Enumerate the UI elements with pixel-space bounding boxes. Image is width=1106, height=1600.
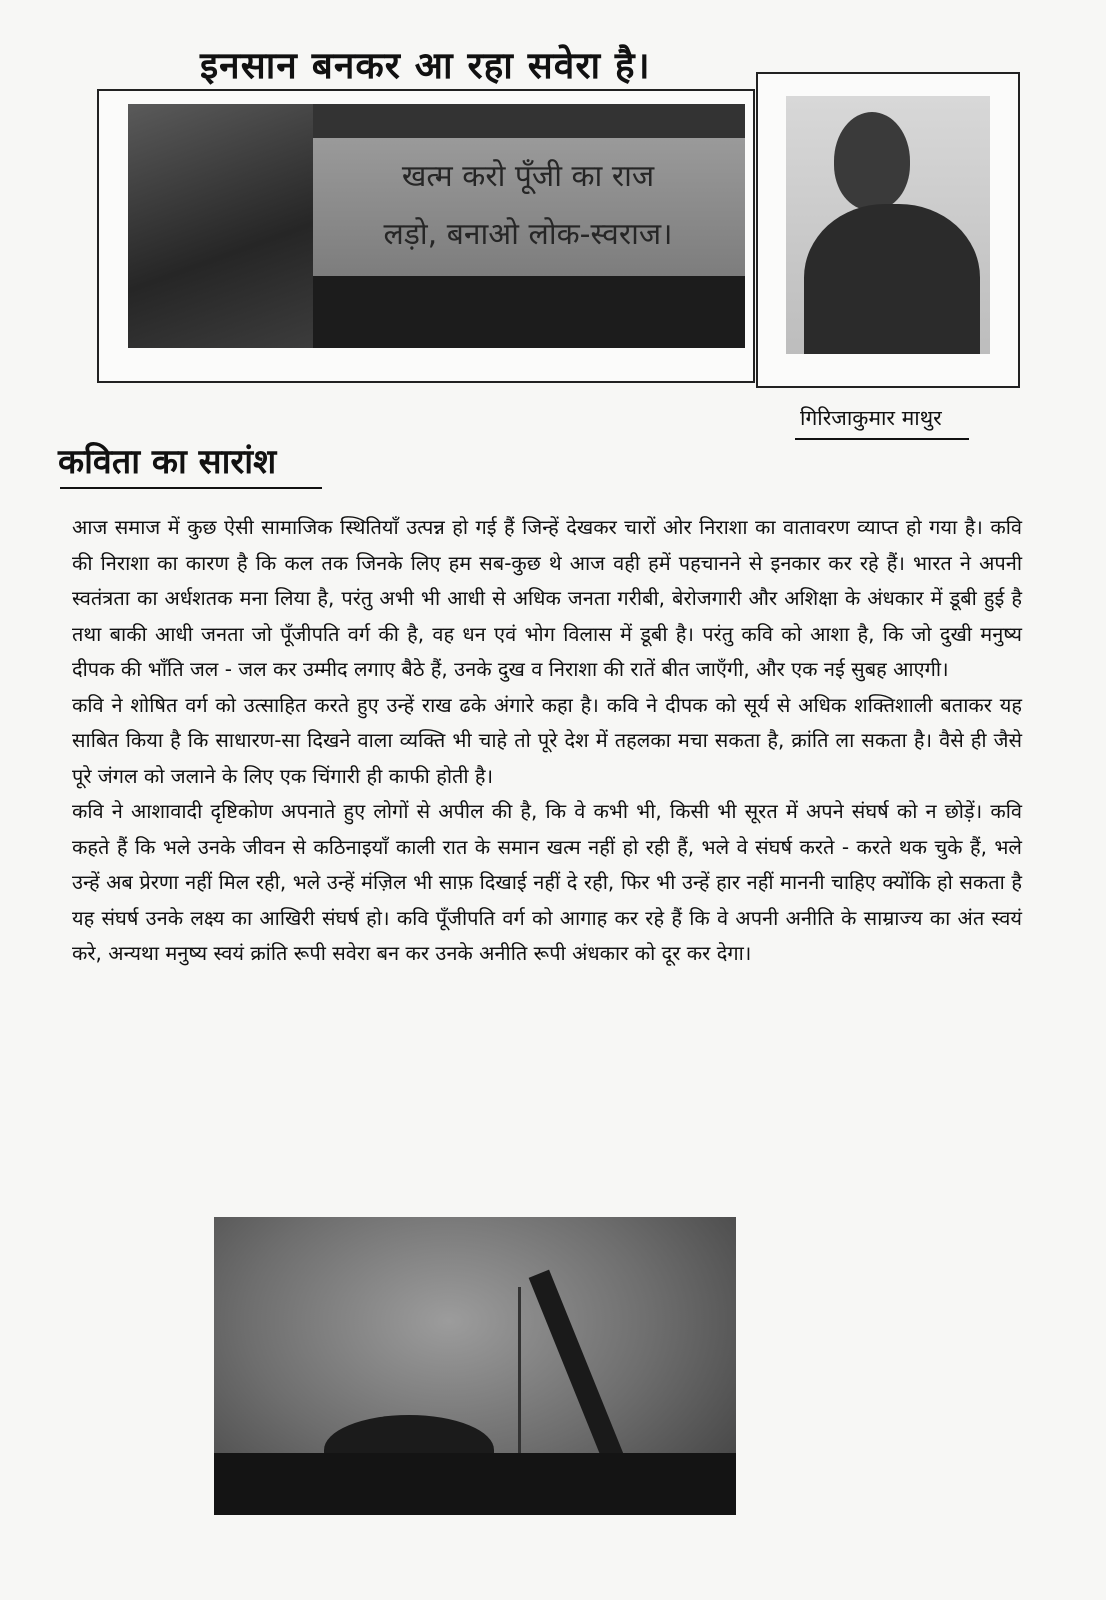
portrait-head	[834, 112, 910, 210]
photo-pole	[518, 1287, 521, 1467]
protest-banner-photo	[128, 104, 745, 348]
wall-slogan-line-2: लड़ो, बनाओ लोक-स्वराज।	[383, 217, 673, 252]
summary-paragraph-1: आज समाज में कुछ ऐसी सामाजिक स्थितियाँ उत्पन्न हो गई हैं जिन्हें देखकर चारों ओर निराशा का वातावरण व्याप्त हो गया है। कवि की निराशा का कारण है कि कल तक जिनके लिए हम सब-कुछ थे आज वही हमें पहचानने से इनकार कर रहे हैं। भारत ने अपनी स्वतंत्रता का अर्धशतक मना लिया है, परंतु अभी भी आधी से अधिक जनता गरीबी, बेरोजगारी और अशिक्षा के अंधकार में डूबी हुई है तथा बाकी आधी जनता जो पूँजीपति वर्ग की है, वह धन एवं भोग विलास में डूबी है। परंतु कवि को आशा है, कि जो दुखी मनुष्य दीपक की भाँति जल - जल कर उम्मीद लगाए बैठे हैं, उनके दुख व निराशा की रातें बीत जाएँगी, और एक नई सुबह आएगी।	[72, 515, 1022, 681]
author-portrait-photo	[786, 96, 990, 354]
section-heading: कविता का सारांश	[58, 442, 277, 482]
portrait-body	[804, 204, 980, 354]
caption-underline	[795, 438, 969, 440]
silhouette-photo	[214, 1217, 736, 1515]
page-title: इनसान बनकर आ रहा सवेरा है।	[200, 44, 651, 87]
summary-body	[72, 510, 1022, 972]
author-caption: गिरिजाकुमार माथुर	[800, 406, 942, 430]
photo-top-strip	[313, 104, 745, 142]
summary-paragraph-2: कवि ने शोषित वर्ग को उत्साहित करते हुए उन्हें राख ढके अंगारे कहा है। कवि ने दीपक को सूर्य से अधिक शक्तिशाली बताकर यह साबित किया है कि साधारण-सा दिखने वाला व्यक्ति भी चाहे तो पूरे देश में तहलका मचा सकता है, क्रांति ला सकता है। वैसे ही जैसे पूरे जंगल को जलाने के लिए एक चिंगारी ही काफी होती है।	[72, 692, 1022, 788]
photo-bottom-region	[313, 276, 745, 348]
photo-shadow-region	[128, 104, 313, 348]
wall-slogan	[323, 148, 733, 264]
photo-ground	[214, 1453, 736, 1515]
summary-paragraph-3: कवि ने आशावादी दृष्टिकोण अपनाते हुए लोगों से अपील की है, कि वे कभी भी, किसी भी सूरत में अपने संघर्ष को न छोड़ें। कवि कहते हैं कि भले उनके जीवन से कठिनाइयाँ काली रात के समान खत्म नहीं हो रही हैं, भले वे संघर्ष करते - करते थक चुके हैं, भले उन्हें अब प्रेरणा नहीं मिल रही, भले उन्हें मंज़िल भी साफ़ दिखाई नहीं दे रही, फिर भी उन्हें हार नहीं माननी चाहिए क्योंकि हो सकता है यह संघर्ष उनके लक्ष्य का आखिरी संघर्ष हो। कवि पूँजीपति वर्ग को आगाह कर रहे हैं कि वे अपनी अनीति के साम्राज्य का अंत स्वयं करे, अन्यथा मनुष्य स्वयं क्रांति रूपी सवेरा बन कर उनके अनीति रूपी अंधकार को दूर कर देगा।	[72, 799, 1022, 965]
heading-underline	[60, 487, 322, 489]
wall-slogan-line-1: खत्म करो पूँजी का राज	[401, 159, 655, 194]
